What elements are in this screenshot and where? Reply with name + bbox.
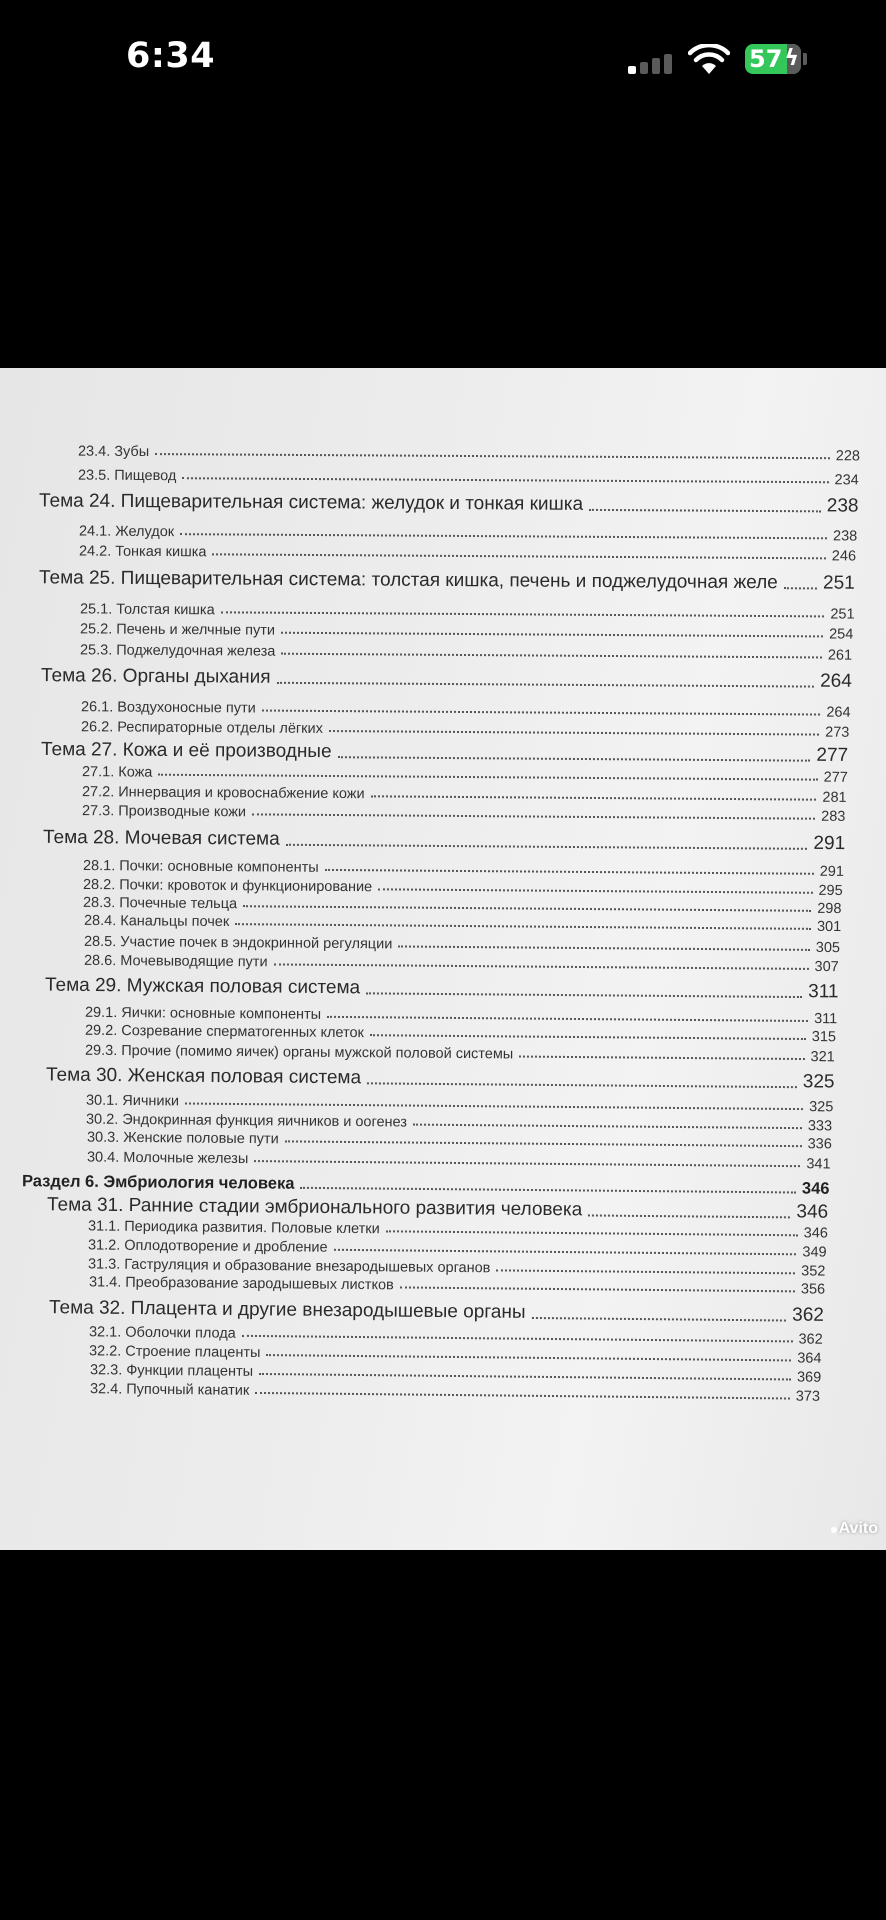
toc-entry-page: 295 [818, 882, 843, 900]
toc-leader-dots [252, 813, 815, 819]
toc-entry-label: 28.5. Участие почек в эндокринной регуляции [83, 933, 393, 953]
status-time: 6:34 [126, 36, 216, 76]
toc-entry-page: 246 [831, 548, 857, 565]
toc-leader-dots [334, 1249, 797, 1256]
toc-leader-dots [371, 795, 817, 800]
toc-entry-page: 277 [816, 744, 849, 766]
toc-leader-dots [284, 1140, 801, 1147]
toc-entry-sub [78, 468, 859, 489]
avito-watermark [831, 1520, 878, 1538]
toc-entry-label: 30.4. Молочные железы [86, 1149, 249, 1168]
toc-entry-label: 28.3. Почечные тельца [83, 894, 238, 913]
toc-leader-dots [398, 945, 809, 950]
toc-entry-page: 349 [802, 1244, 827, 1261]
book-page-photo [0, 368, 886, 1550]
toc-entry-label: 31.3. Гаструляция и образование внезародышевых органов [88, 1256, 491, 1277]
toc-entry-sub [87, 1150, 831, 1173]
toc-leader-dots [235, 923, 811, 930]
toc-entry-page: 352 [801, 1263, 826, 1280]
toc-entry-page: 254 [829, 626, 854, 643]
toc-entry-sub [80, 621, 853, 642]
toc-leader-dots [285, 844, 807, 850]
toc-entry-topic [44, 975, 838, 1004]
toc-leader-dots [520, 1056, 805, 1061]
toc-entry-label: 29.2. Созревание сперматогенных клеток [85, 1022, 365, 1042]
toc-entry-label: 26.2. Респираторные отделы лёгких [81, 719, 324, 737]
toc-entry-label: 31.2. Оплодотворение и дробление [87, 1237, 328, 1256]
toc-entry-page: 325 [802, 1071, 835, 1093]
toc-entry-page: 346 [803, 1225, 828, 1242]
toc-entry-label: 28.1. Почки: основные компоненты [82, 858, 319, 876]
toc-leader-dots [327, 1016, 808, 1022]
toc-entry-page: 301 [816, 918, 841, 936]
battery-cap [803, 53, 807, 65]
toc-leader-dots [158, 774, 817, 781]
toc-entry-label: 25.3. Поджелудочная железа [80, 642, 276, 660]
toc-leader-dots [282, 653, 823, 659]
toc-entry-label: 27.2. Иннервация и кровоснабжение кожи [81, 784, 365, 803]
status-bar [0, 0, 886, 120]
toc-entry-label: Тема 31. Ранние стадии эмбрионального развития человека [47, 1194, 583, 1221]
toc-entry-page: 356 [800, 1281, 825, 1298]
toc-leader-dots [267, 1354, 792, 1361]
avito-logo-icon [831, 1527, 837, 1533]
toc-entry-page: 264 [819, 670, 852, 692]
toc-entry-sub [82, 764, 848, 786]
toc-entry-label: 28.2. Почки: кровоток и функционирование [83, 876, 373, 896]
toc-entry-label: 28.4. Канальцы почек [83, 912, 229, 931]
toc-entry-label: 25.1. Толстая кишка [79, 601, 215, 619]
toc-entry-label: Тема 25. Пищеварительная система: толстая кишка, печень и поджелудочная желе [39, 567, 779, 594]
toc-entry-topic [39, 567, 855, 594]
toc-entry-sub [80, 642, 852, 663]
toc-entry-label: 23.5. Пищевод [78, 467, 177, 485]
toc-leader-dots [262, 710, 821, 716]
toc-leader-dots [589, 509, 821, 512]
toc-entry-page: 264 [826, 704, 851, 721]
toc-entry-page: 369 [796, 1369, 822, 1386]
toc-leader-dots [281, 632, 823, 638]
toc-entry-label: Тема 28. Мочевая система [42, 826, 280, 850]
toc-entry-label: Раздел 6. Эмбриология человека [21, 1172, 295, 1193]
toc-entry-label: Тема 26. Органы дыхания [40, 665, 271, 688]
toc-entry-page: 362 [791, 1304, 824, 1326]
toc-entry-page: 238 [826, 495, 859, 517]
toc-entry-label: 25.2. Печень и желчные пути [79, 621, 276, 639]
toc-entry-label: Тема 30. Женская половая система [45, 1064, 361, 1089]
toc-entry-page: 333 [808, 1118, 833, 1135]
toc-leader-dots [180, 533, 827, 539]
toc-entry-page: 311 [807, 981, 839, 1003]
toc-entry-page: 234 [834, 472, 860, 489]
toc-entry-label: Тема 24. Пищеварительная система: желудок и тонкая кишка [38, 490, 583, 515]
toc-entry-sub [84, 913, 841, 935]
toc-entry-page: 273 [825, 724, 850, 741]
toc-leader-dots [531, 1317, 786, 1322]
toc-entry-label: 31.4. Преобразование зародышевых листков [88, 1274, 394, 1294]
toc-entry-topic [39, 490, 859, 517]
toc-leader-dots [413, 1124, 802, 1130]
wifi-icon [688, 44, 730, 76]
cellular-signal-icon [628, 52, 676, 74]
toc-entry-label: 32.3. Функции плаценты [89, 1362, 253, 1380]
toc-entry-label: Тема 32. Плацента и другие внезародышевые органы [48, 1297, 526, 1323]
toc-entry-page: 315 [811, 1029, 837, 1046]
toc-entry-sub [85, 1043, 835, 1066]
toc-entry-sub [78, 444, 860, 465]
battery-level: 57 [749, 45, 783, 73]
toc-entry-page: 277 [823, 769, 848, 786]
toc-entry-label: 24.1. Желудок [78, 523, 175, 541]
toc-entry-sub [84, 934, 840, 956]
toc-entry-page: 291 [812, 832, 845, 855]
toc-entry-label: 32.4. Пупочный канатик [89, 1381, 250, 1399]
toc-entry-sub [82, 784, 847, 806]
toc-entry-sub [84, 953, 839, 975]
toc-entry-label: 31.1. Периодика развития. Половые клетки [87, 1218, 380, 1238]
toc-leader-dots [259, 1373, 791, 1381]
toc-leader-dots [244, 905, 812, 912]
toc-leader-dots [589, 1214, 791, 1218]
battery-charging-icon [745, 44, 801, 74]
toc-entry-page: 373 [795, 1388, 821, 1405]
toc-leader-dots [497, 1269, 796, 1274]
toc-entry-label: Тема 29. Мужская половая система [44, 974, 360, 999]
toc-entry-page: 251 [830, 606, 855, 623]
toc-leader-dots [367, 1082, 797, 1088]
toc-entry-label: 32.1. Оболочки плода [89, 1324, 236, 1342]
toc-entry-sub [81, 699, 851, 721]
toc-leader-dots [254, 1160, 800, 1167]
toc-entry-label: 29.1. Яички: основные компоненты [84, 1004, 322, 1023]
toc-entry-sub [83, 858, 844, 880]
toc-leader-dots [242, 1335, 793, 1343]
toc-entry-label: 26.1. Воздухоносные пути [80, 699, 256, 717]
toc-leader-dots [784, 587, 817, 589]
toc-entry-label: 30.3. Женские половые пути [86, 1129, 279, 1148]
toc-entry-label: 32.2. Строение плаценты [89, 1343, 261, 1362]
toc-leader-dots [325, 869, 814, 875]
toc-entry-page: 336 [807, 1136, 832, 1153]
toc-entry-sub [79, 524, 857, 545]
toc-entry-page: 298 [817, 900, 842, 918]
toc-entry-topic [46, 1064, 835, 1093]
toc-entry-page: 325 [809, 1099, 834, 1116]
toc-entry-page: 251 [823, 572, 856, 594]
toc-leader-dots [399, 1286, 794, 1292]
toc-entry-label: 30.1. Яичники [85, 1092, 180, 1110]
toc-leader-dots [385, 1230, 797, 1236]
toc-leader-dots [366, 992, 802, 998]
toc-leader-dots [255, 1392, 790, 1400]
toc-entry-topic [41, 739, 848, 767]
toc-entry-page: 228 [835, 448, 861, 465]
toc-entry-page: 291 [819, 863, 844, 880]
toc-entry-label: 29.3. Прочие (помимо яичек) органы мужской половой системы [85, 1042, 514, 1063]
toc-leader-dots [185, 1103, 803, 1111]
toc-entry-sub [82, 803, 846, 825]
toc-entry-topic [49, 1297, 824, 1327]
toc-leader-dots [183, 477, 829, 483]
toc-leader-dots [300, 1187, 796, 1194]
toc-entry-label: 27.1. Кожа [81, 764, 153, 781]
toc-entry-page: 281 [822, 789, 847, 806]
toc-leader-dots [220, 611, 824, 617]
toc-entry-sub [90, 1381, 820, 1405]
table-of-contents [0, 368, 886, 1550]
bolt-icon: ϟ [784, 46, 799, 71]
toc-entry-label: Тема 27. Кожа и её производные [41, 739, 333, 763]
toc-leader-dots [274, 963, 809, 969]
toc-entry-sub [81, 719, 849, 741]
toc-entry-label: 27.3. Производные кожи [82, 803, 247, 821]
toc-leader-dots [338, 756, 811, 761]
toc-leader-dots [378, 888, 812, 893]
toc-entry-label: 28.6. Мочевыводящие пути [84, 952, 268, 971]
toc-entry-label: 24.2. Тонкая кишка [79, 543, 207, 561]
watermark-text: Avito [838, 1520, 878, 1537]
toc-entry-page: 346 [801, 1179, 830, 1198]
toc-entry-page: 321 [810, 1049, 836, 1066]
toc-leader-dots [329, 730, 819, 736]
toc-entry-topic [42, 827, 844, 855]
toc-entry-page: 238 [832, 528, 858, 545]
toc-entry-page: 364 [797, 1350, 822, 1367]
toc-entry-sub [80, 601, 855, 622]
toc-entry-topic [40, 665, 851, 693]
toc-leader-dots [276, 682, 814, 688]
toc-entry-page: 311 [813, 1011, 838, 1028]
toc-entry-page: 341 [806, 1156, 831, 1173]
toc-entry-label: 23.4. Зубы [77, 443, 150, 461]
toc-entry-sub [79, 543, 856, 564]
toc-entry-page: 261 [828, 647, 853, 664]
toc-leader-dots [155, 453, 830, 459]
toc-leader-dots [213, 553, 826, 559]
toc-entry-page: 307 [814, 958, 840, 976]
toc-entry-page: 362 [798, 1331, 823, 1348]
toc-leader-dots [370, 1034, 806, 1040]
toc-entry-page: 283 [821, 808, 846, 825]
toc-entry-label: 30.2. Эндокринная функция яичников и оогенез [86, 1111, 408, 1131]
toc-entry-page: 346 [796, 1201, 829, 1223]
toc-entry-page: 305 [815, 939, 841, 957]
